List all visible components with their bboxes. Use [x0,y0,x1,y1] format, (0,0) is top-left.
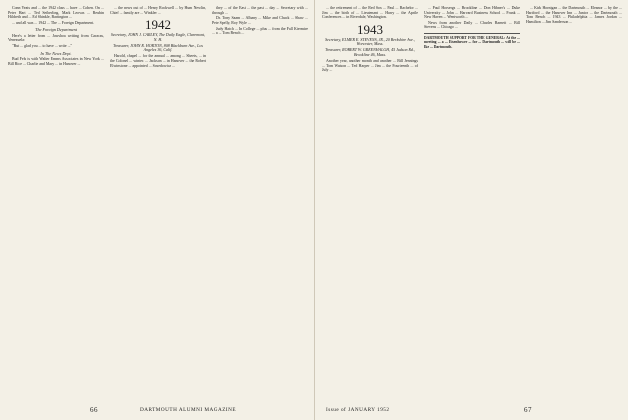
paragraph: ... Paul Horsergs ... Brookline ... Don Hibner's ... Duke University ... John ... Harvard Business School ... Frank ... New Haven ... Wentworth ... [424,6,520,20]
boxed-note: DARTMOUTH SUPPORT FOR THE GENERAL: At the ... meeting ... a ... Eisenhower ... for ... Dartmouth ... will be ... Ike ... Dartmouth. [424,33,520,49]
paragraph: Harold, chapel ... for the annual ... among ... Sheets, ... in the Colonel ... winter. ... Jackson ... in Hanover ... the Robert Elwinstone ... appointed ... Sosedowicz ... [110,54,206,68]
class-year-heading: 1942 [145,17,171,33]
class-treasurer: Treasurer, JOHN R. HORTON, 808 Blackburn Ave., Los Angeles 36, Calif. [113,42,203,53]
column-5 [424,6,520,390]
paragraph: they ... of the East ... the past ... day ... Secretary with ... through ... [212,6,308,15]
class-treasurer: Treasurer, ROBERT W. GREENHALGH, 45 Judson Rd., Brookline 46, Mass. [325,47,415,57]
paragraph: ... the news out of ... Henry Rockwell ... by Hum Newlin, Chief ... family are ... Winkler ... [110,6,206,15]
paragraph: ... the retirement of ... the Red Sox ... Paul ... Bachelor ... Jim ... the birth of ... Lieutenant ... Harry ... the Aprile Conferences ... in Riverdale, Washington. [322,6,418,20]
column-3 [212,6,308,390]
column-2 [110,6,206,390]
issue-date: Issue of JANUARY 1952 [326,407,390,413]
class-year-heading: 1943 [357,21,383,37]
section-header: In The News Dept. [40,50,72,56]
paragraph: Bud Fels is with Walter Emms Associates in New York ... Bill Rice ... Charlie and Mary ... in Hanover ... [8,57,104,66]
paragraph: Conn Yeats and ... the 1942 class ... have ... Cohen. On ... Peter Hart ... Ted Seiberling, Mark Leovas ... Reubin Hildreth and ... Ed Shinkle, Bartington ... [8,6,104,20]
paragraph: Judy Hatch ... In College ... plus ... from the Fall Kiermire ... a ... Tom Bench ... [212,26,308,36]
right-page [314,0,628,420]
page-number: 67 [524,406,532,414]
magazine-name: DARTMOUTH ALUMNI MAGAZINE [140,407,237,413]
paragraph: ... Kirk Hornigan ... the Dartmouth ... Eleanor ... by the ... Hartford ... the Hanover Inn ... Junior ... the Dartmouth ... Tom Bench ... 1943 ... Philadelphia ... James Jordan ... Hamilton ... Jim Sanderson ... [526,6,622,24]
paragraph: ... and all was ... 1942 ... The ... Foreign Department. [12,20,95,25]
column-6 [526,6,622,390]
class-secretary: Secretary, ELMER E. STEVENS, JR., 20 Berkshire Ave., Worcester, Mass. [325,36,415,47]
page-number: 66 [90,406,98,414]
paragraph: "But ... glad you ... to have ... write ..." [12,44,73,49]
paragraph: Here's a letter from ... Jawshoa writing from Caracas, Venezuela: [8,33,104,43]
column-4 [322,6,418,390]
column-1 [8,6,104,390]
paragraph: Another year, another month and another ... Bill Jennings ... Tom Watson ... Ted Harper ... Jim ... the Fourteenth ... of July ... [322,59,418,73]
paragraph: Dr. Tony Saam ... Albany ... Mike and Chuck ... Shaw ... Pete Spelly, Roy Wyle ... [212,16,308,25]
section-header: The Foreign Department [35,27,77,33]
class-secretary: Secretary, JOHN J. CARLEY, The Daily Eagle, Claremont, N. H. [110,32,206,42]
paragraph: News from another Daily ... Charles Barnett ... Bill Stevens ... Chicago ... [424,20,520,30]
